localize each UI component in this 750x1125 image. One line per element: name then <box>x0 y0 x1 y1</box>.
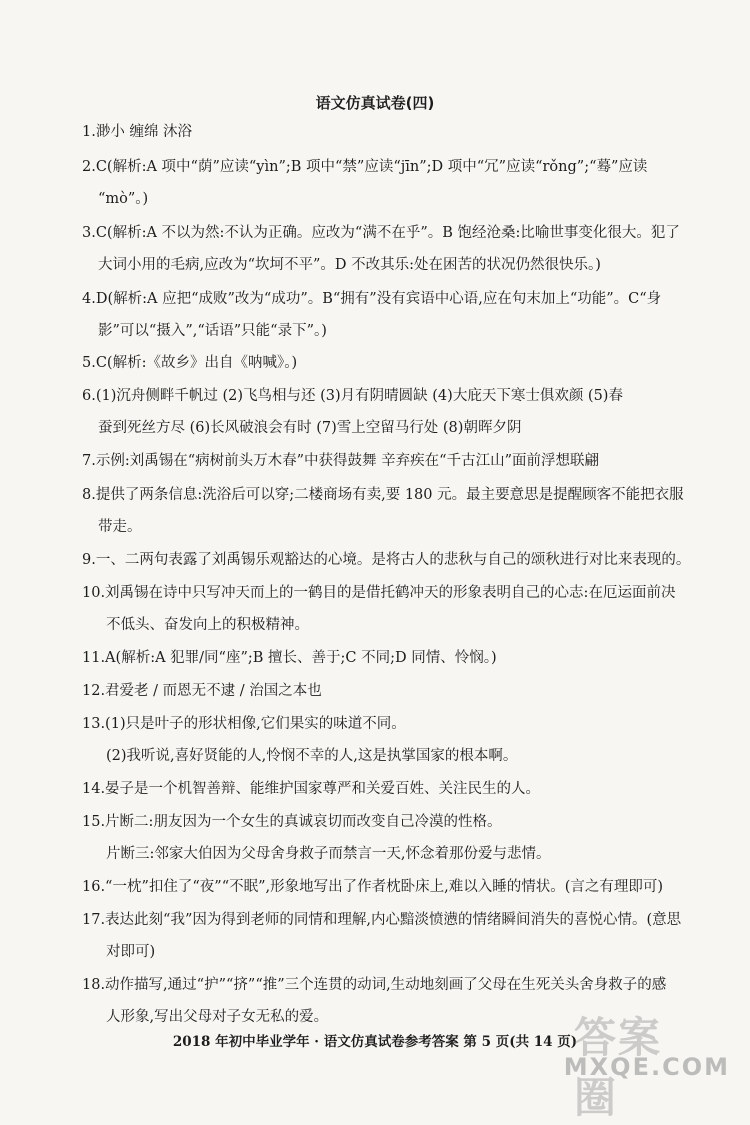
answer-line: 1.渺小 缠绵 沐浴 <box>82 124 193 140</box>
answer-line: 18.动作描写,通过“护”“挤”“推”三个连贯的动词,生动地刻画了父母在生死关头舍身救子的感 <box>82 977 667 993</box>
answer-line: 大词小用的毛病,应改为“坎坷不平”。D 不改其乐:处在困苦的状况仍然很快乐。) <box>98 257 601 273</box>
answer-line: 7.示例:刘禹锡在“病树前头万木春”中获得鼓舞 辛弃疾在“千古江山”面前浮想联翩 <box>82 453 599 469</box>
answer-line: 13.(1)只是叶子的形状相像,它们果实的味道不同。 <box>82 716 406 732</box>
answer-line: 15.片断二:朋友因为一个女生的真诚哀切而改变自己冷漠的性格。 <box>82 814 502 830</box>
answer-line: 2.C(解析:A 项中“荫”应读“yìn”;B 项中“禁”应读“jīn”;D 项中“冗”应读“rǒng”;“蓦”应读 <box>82 159 648 175</box>
answer-line: 4.D(解析:A 应把“成败”改为“成功”。B“拥有”没有宾语中心语,应在句末加上“功能”。C“身 <box>82 291 662 307</box>
page-title: 语文仿真试卷(四) <box>315 94 435 112</box>
answer-line: 人形象,写出父母对子女无私的爱。 <box>106 1009 329 1025</box>
answer-line: 片断三:邻家大伯因为父母舍身救子而禁言一天,怀念着那份爱与悲情。 <box>106 846 551 862</box>
answer-line: (2)我听说,喜好贤能的人,怜悯不幸的人,这是执掌国家的根本啊。 <box>106 748 518 764</box>
answer-line: 11.A(解析:A 犯罪/同“座”;B 擅长、善于;C 不同;D 同情、怜悯。) <box>82 650 497 666</box>
answer-line: 带走。 <box>98 519 142 535</box>
answer-line: 蚕到死丝方尽 (6)长风破浪会有时 (7)雪上空留马行处 (8)朝晖夕阴 <box>98 420 522 436</box>
watermark-url: MXQE.COM <box>563 1053 730 1081</box>
answer-line: 影”可以“摄入”,“话语”只能“录下”。) <box>98 323 327 339</box>
answer-line: 9.一、二两句表露了刘禹锡乐观豁达的心境。是将古人的悲秋与自己的颂秋进行对比来表现的。 <box>82 552 691 568</box>
watermark-logo <box>563 1005 744 1122</box>
answer-line: 8.提供了两条信息:洗浴后可以穿;二楼商场有卖,要 180 元。最主要意思是提醒顾客不能把衣服 <box>82 487 684 503</box>
answer-line: 不低头、奋发向上的积极精神。 <box>106 617 309 633</box>
answer-line: “mò”。) <box>98 191 149 207</box>
answer-line: 14.晏子是一个机智善辩、能维护国家尊严和关爱百姓、关注民生的人。 <box>82 781 541 797</box>
answer-line: 16.“一枕”扣住了“夜”“不眠”,形象地写出了作者枕卧床上,难以入睡的情状。(言之有理即可) <box>82 879 664 895</box>
answer-line: 12.君爱老 / 而恩无不逮 / 治国之本也 <box>82 683 322 699</box>
answer-line: 5.C(解析:《故乡》出自《呐喊》。) <box>82 355 298 371</box>
answer-line: 对即可) <box>106 944 156 960</box>
answer-line: 3.C(解析:A 不以为然:不认为正确。应改为“满不在乎”。B 饱经沧桑:比喻世事变化很大。犯了 <box>82 225 680 241</box>
answer-line: 10.刘禹锡在诗中只写冲天而上的一鹤目的是借托鹤冲天的形象表明自己的心志:在厄运面前决 <box>82 585 676 601</box>
page-footer: 2018 年初中毕业学年 · 语文仿真试卷参考答案 第 5 页(共 14 页) <box>172 1034 578 1050</box>
watermark-text: 答案圈 <box>574 1013 663 1122</box>
answer-line: 17.表达此刻“我”因为得到老师的同情和理解,内心黯淡愤懑的情绪瞬间消失的喜悦心情。(意思 <box>82 912 682 928</box>
answer-line: 6.(1)沉舟侧畔千帆过 (2)飞鸟相与还 (3)月有阴晴圆缺 (4)大庇天下寒士俱欢颜 (5)春 <box>82 388 623 404</box>
